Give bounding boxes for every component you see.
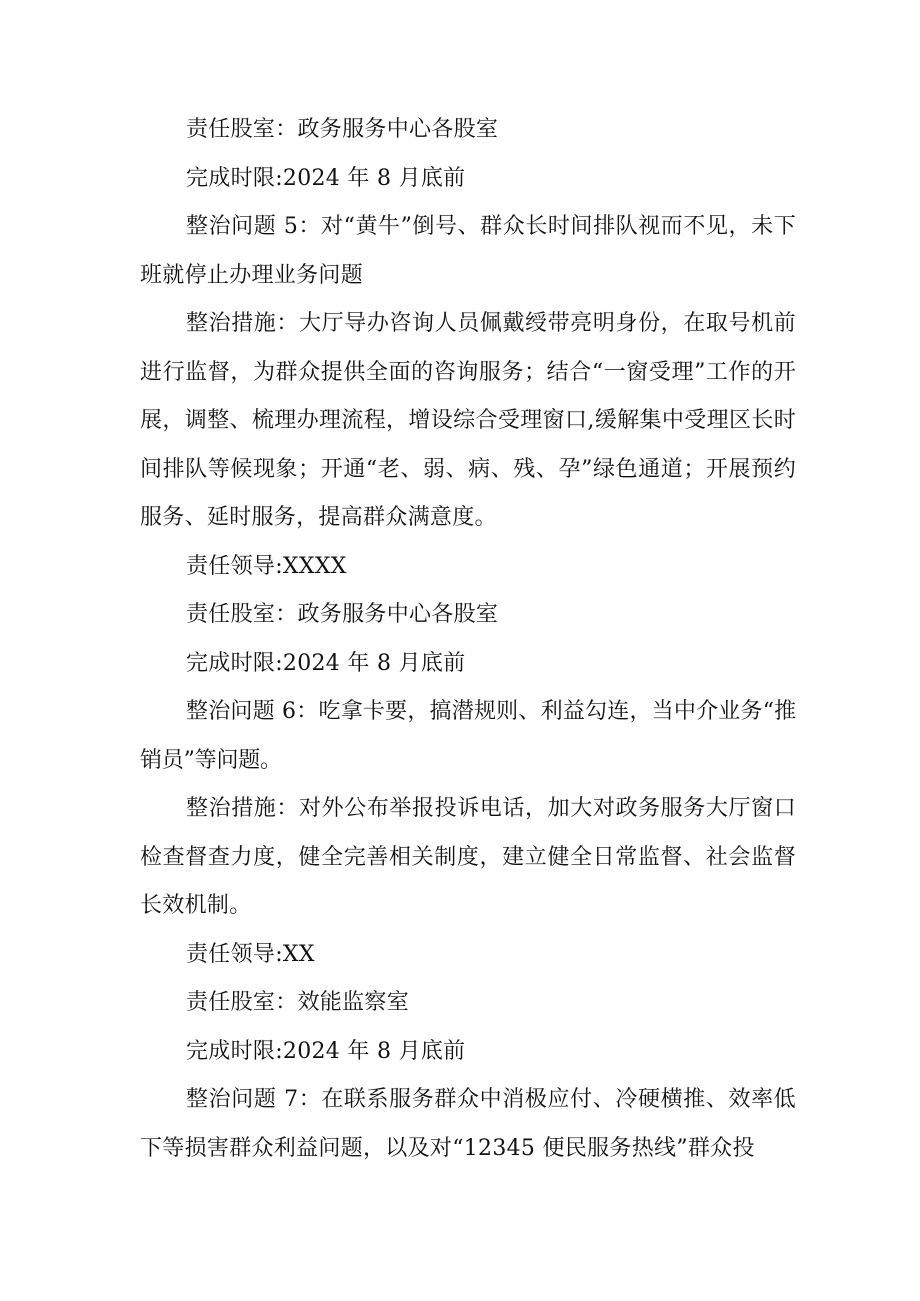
responsible-office-line: 责任股室：效能监察室 [186,990,410,1015]
responsible-leader-line: 责任领导:XX [186,941,315,967]
issue-5-paragraph: 整治问题 5：对“黄牛”倒号、群众长时间排队视而不见，未下班就停止办理业务问题 [140,214,796,288]
responsible-office-line: 责任股室：政务服务中心各股室 [186,117,499,142]
deadline-line: 完成时限:2024 年 8 月底前 [186,1038,466,1064]
measures-6-paragraph: 整治措施：对外公布举报投诉电话，加大对政务服务大厅窗口检查督查力度，健全完善相关制度，建立健全日常监督、社会监督长效机制。 [140,796,796,918]
issue-6-paragraph: 整治问题 6：吃拿卡要，搞潜规则、利益勾连，当中介业务“推销员”等问题。 [140,699,796,773]
deadline-line: 完成时限:2024 年 8 月底前 [186,650,466,676]
issue-7-paragraph: 整治问题 7：在联系服务群众中消极应付、冷硬横推、效率低下等损害群众利益问题，以及对“12345 便民服务热线”群众投 [140,1087,796,1161]
measures-5-paragraph: 整治措施：大厅导办咨询人员佩戴绶带亮明身份，在取号机前进行监督，为群众提供全面的咨询服务；结合“一窗受理”工作的开展，调整、梳理办理流程，增设综合受理窗口,缓解集中受理区长时间排队等候现象；开通“老、弱、病、残、孕”绿色通道；开展预约服务、延时服务，提高群众满意度。 [140,311,796,530]
deadline-line: 完成时限:2024 年 8 月底前 [186,165,466,191]
responsible-leader-line: 责任领导:XXXX [186,553,347,579]
responsible-office-line: 责任股室：政务服务中心各股室 [186,602,499,627]
document-body [140,106,796,1173]
